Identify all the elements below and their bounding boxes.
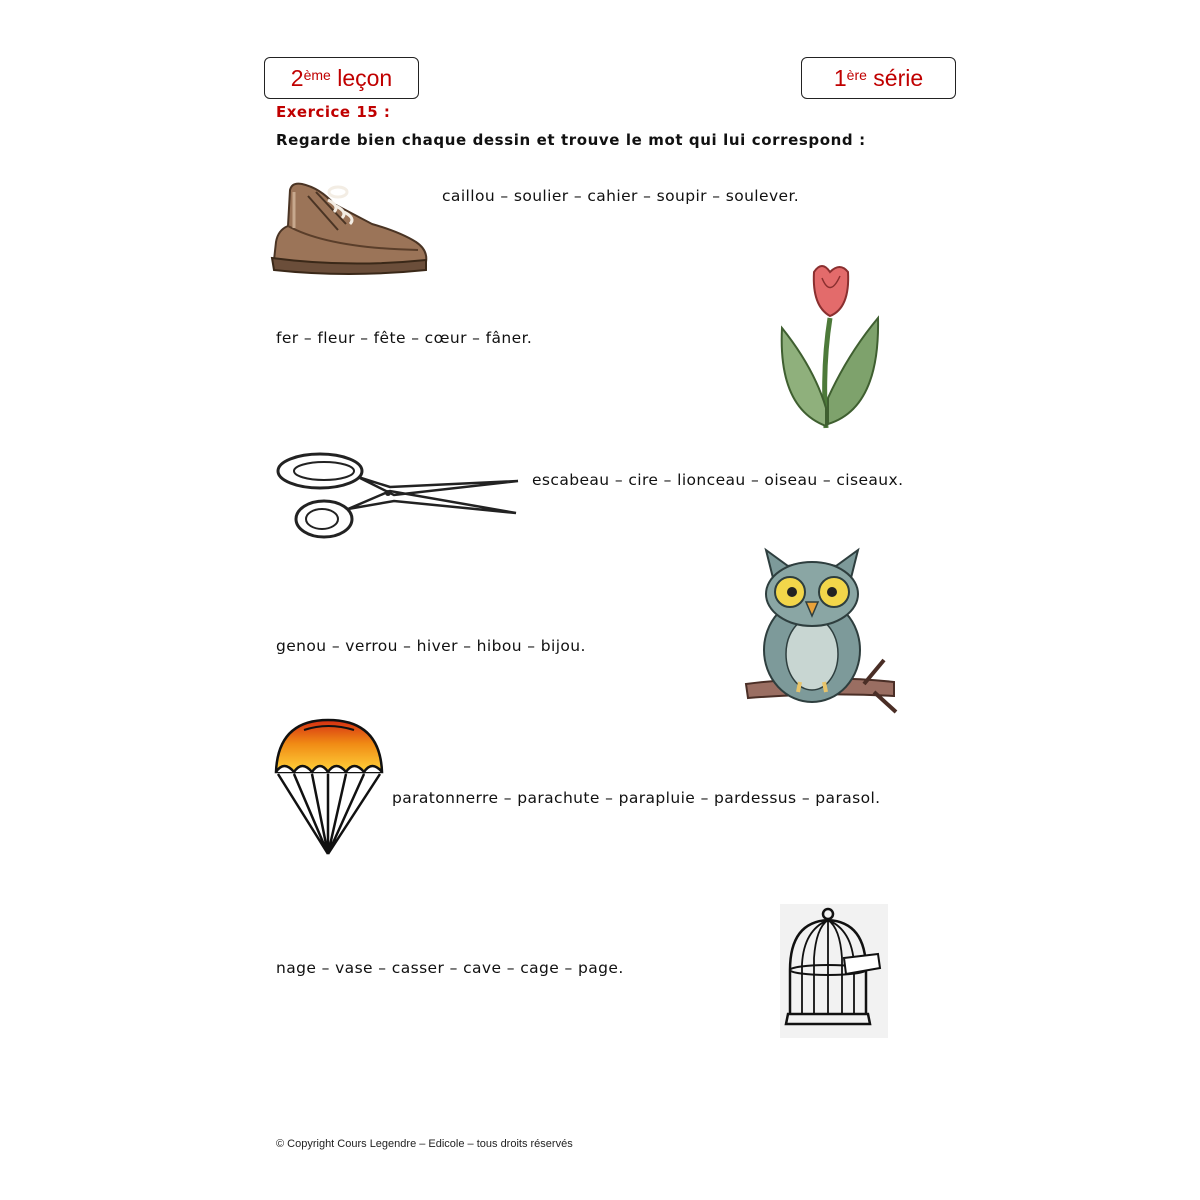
lesson-box xyxy=(264,57,419,99)
lesson-superscript: ème xyxy=(303,67,331,83)
word-choices-3: escabeau – cire – lionceau – oiseau – ciseaux. xyxy=(532,471,904,489)
exercise-title: Exercice 15 : xyxy=(276,103,391,121)
series-superscript: ère xyxy=(846,67,867,83)
word-choices-1: caillou – soulier – cahier – soupir – soulever. xyxy=(442,187,800,205)
lesson-number: 2 xyxy=(290,64,304,91)
owl-icon xyxy=(744,542,900,724)
exercise-instruction: Regarde bien chaque dessin et trouve le mot qui lui correspond : xyxy=(276,131,866,149)
series-word: série xyxy=(873,64,924,91)
tulip-icon xyxy=(778,258,882,434)
word-choices-4: genou – verrou – hiver – hibou – bijou. xyxy=(276,637,586,655)
word-choices-2: fer – fleur – fête – cœur – fâner. xyxy=(276,329,533,347)
parachute-icon xyxy=(274,718,384,858)
word-choices-6: nage – vase – casser – cave – cage – page. xyxy=(276,959,624,977)
lesson-word: leçon xyxy=(337,64,393,91)
copyright-footer: © Copyright Cours Legendre – Edicole – tous droits réservés xyxy=(276,1138,573,1150)
birdcage-icon xyxy=(780,904,888,1038)
shoe-icon xyxy=(268,178,430,278)
scissors-icon xyxy=(270,447,526,543)
series-box xyxy=(801,57,956,99)
series-number: 1 xyxy=(833,64,847,91)
word-choices-5: paratonnerre – parachute – parapluie – pardessus – parasol. xyxy=(392,789,881,807)
